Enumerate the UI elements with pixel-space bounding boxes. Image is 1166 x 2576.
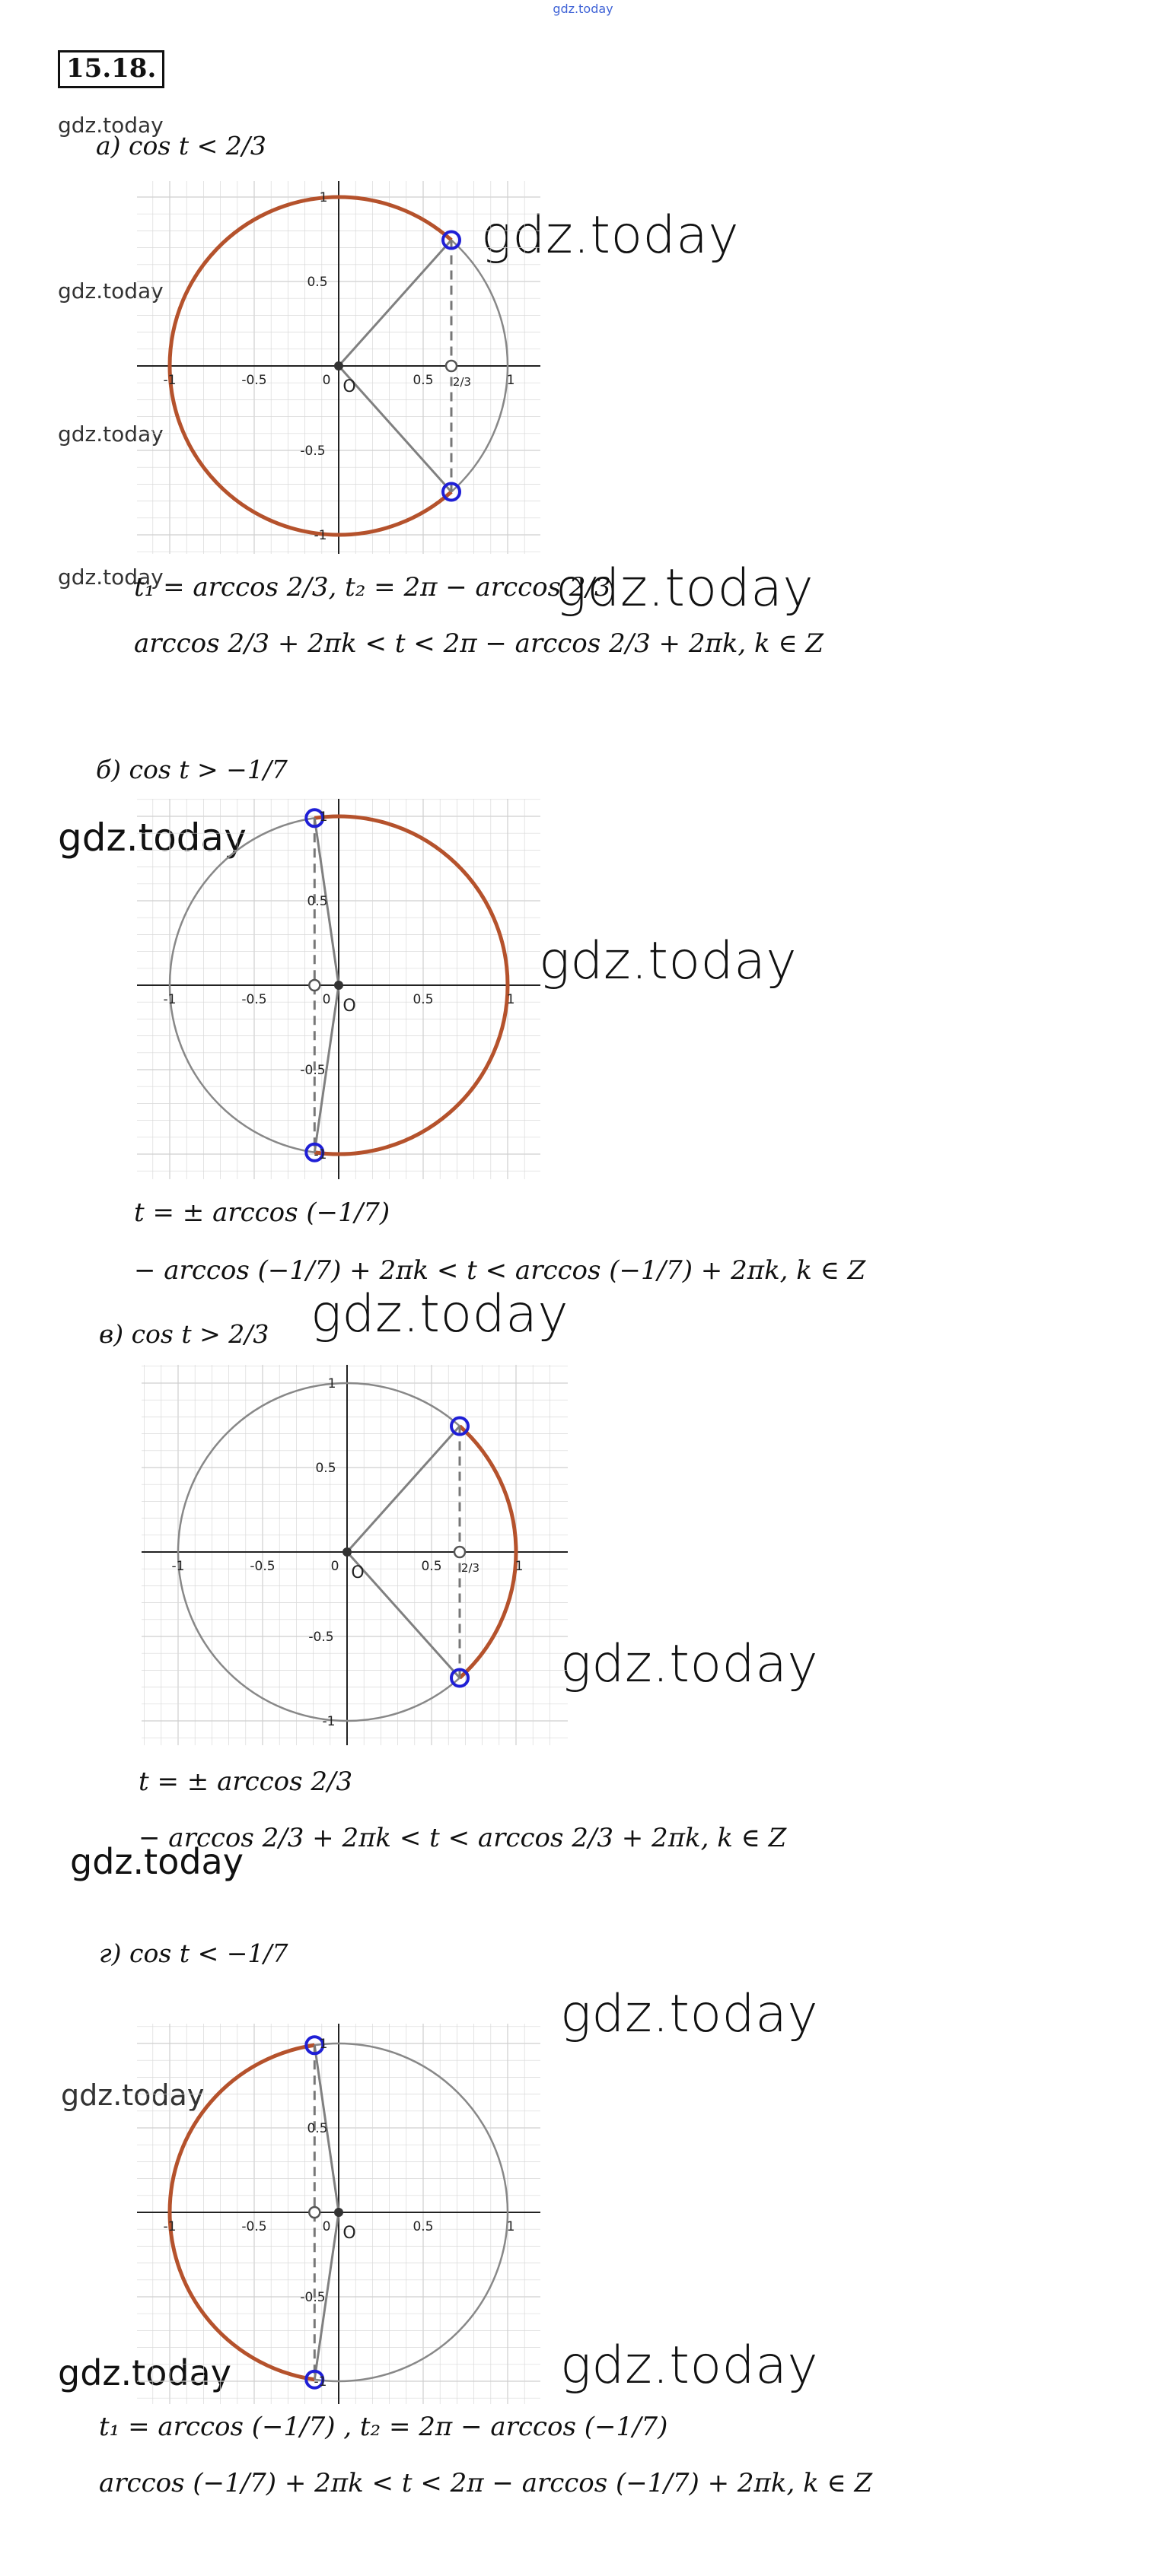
tick-label: -1 <box>163 992 177 1007</box>
projection-point <box>446 361 457 371</box>
fraction-label: 2/3 <box>460 1561 480 1575</box>
projection-point <box>309 980 320 991</box>
part-b-formula-1: t = ± arccos (−1/7) <box>134 1197 390 1228</box>
tick-label: -0.5 <box>300 444 326 459</box>
projection-point <box>454 1547 465 1557</box>
unit-circle-diagram-a <box>137 181 540 554</box>
fraction-label: 2/3 <box>452 375 472 389</box>
part-v-label: в) cos t > 2/3 <box>99 1319 269 1349</box>
tick-label: 0.5 <box>307 2121 328 2136</box>
tick-label: 0 <box>322 373 331 388</box>
tick-label: 0.5 <box>307 894 328 909</box>
origin-point <box>342 1547 352 1557</box>
watermark-large: gdz.today <box>539 931 798 991</box>
unit-circle-diagram-g <box>137 2024 540 2404</box>
tick-label: 1 <box>506 373 515 388</box>
tick-label: 0.5 <box>421 1559 442 1574</box>
part-v-formula-2: − arccos 2/3 + 2πk < t < arccos 2/3 + 2πk, k ∈ Z <box>139 1823 787 1853</box>
tick-label: -1 <box>314 1147 327 1162</box>
watermark-large: gdz.today <box>560 1984 819 2044</box>
watermark-large: gdz.today <box>311 1284 569 1344</box>
part-a-formula-1: t₁ = arccos 2/3, t₂ = 2π − arccos 2/3 <box>134 572 611 603</box>
part-g-formula-2: arccos (−1/7) + 2πk < t < 2π − arccos (−1/7) + 2πk, k ∈ Z <box>99 2468 873 2498</box>
tick-label: 0 <box>330 1559 339 1574</box>
origin-label: O <box>342 997 356 1016</box>
tick-label: -0.5 <box>300 2290 326 2305</box>
tick-label: -0.5 <box>241 373 267 388</box>
unit-circle-diagram-b <box>137 799 540 1179</box>
tick-label: 0.5 <box>413 992 434 1007</box>
tick-label: -0.5 <box>300 1063 326 1078</box>
origin-label: O <box>342 2224 356 2243</box>
origin-point <box>334 2208 343 2217</box>
origin-label: O <box>342 377 356 396</box>
origin-point <box>334 981 343 990</box>
tick-label: -1 <box>314 528 327 543</box>
tick-label: 1 <box>506 2219 515 2234</box>
tick-label: 1 <box>327 1376 336 1391</box>
tick-label: 1 <box>319 2037 328 2052</box>
tick-label: -1 <box>163 373 177 388</box>
part-g-label: г) cos t < −1/7 <box>99 1938 288 1968</box>
part-g-formula-1: t₁ = arccos (−1/7) , t₂ = 2π − arccos (−1/7) <box>99 2412 668 2442</box>
tick-label: 0.5 <box>413 2219 434 2234</box>
watermark-large: gdz.today <box>556 558 814 619</box>
tick-label: 1 <box>319 190 328 205</box>
origin-label: O <box>351 1563 365 1582</box>
task-number: 15.18. <box>58 50 164 88</box>
watermark: gdz.today <box>58 278 164 304</box>
projection-point <box>309 2207 320 2218</box>
tick-label: 0.5 <box>307 275 328 290</box>
watermark: gdz.today <box>58 564 164 590</box>
site-header[interactable]: gdz.today <box>553 2 613 16</box>
tick-label: 1 <box>515 1559 524 1574</box>
tick-label: -0.5 <box>308 1630 334 1645</box>
tick-label: 0.5 <box>413 373 434 388</box>
watermark-large: gdz.today <box>560 1634 819 1694</box>
tick-label: 0.5 <box>315 1461 336 1476</box>
tick-label: -0.5 <box>250 1559 276 1574</box>
tick-label: -1 <box>314 2374 327 2390</box>
tick-label: -1 <box>322 1714 336 1729</box>
tick-label: -1 <box>171 1559 185 1574</box>
part-a-formula-2: arccos 2/3 + 2πk < t < 2π − arccos 2/3 + 2πk, k ∈ Z <box>134 628 824 659</box>
watermark: gdz.today <box>61 2078 205 2112</box>
watermark-large: gdz.today <box>481 205 740 266</box>
unit-circle-diagram-v <box>142 1365 568 1745</box>
watermark: gdz.today <box>58 816 247 860</box>
tick-label: 0 <box>322 992 331 1007</box>
part-b-formula-2: − arccos (−1/7) + 2πk < t < arccos (−1/7) + 2πk, k ∈ Z <box>134 1255 866 1286</box>
part-b-label: б) cos t > −1/7 <box>96 755 288 784</box>
origin-point <box>334 361 343 370</box>
watermark: gdz.today <box>70 1841 244 1882</box>
watermark: gdz.today <box>58 421 164 447</box>
part-a-label: а) cos t < 2/3 <box>96 131 266 161</box>
tick-label: -0.5 <box>241 992 267 1007</box>
tick-label: 1 <box>319 809 328 825</box>
watermark: gdz.today <box>58 113 164 138</box>
tick-label: -1 <box>163 2219 177 2234</box>
part-v-formula-1: t = ± arccos 2/3 <box>139 1767 353 1797</box>
tick-label: 0 <box>322 2219 331 2234</box>
watermark: gdz.today <box>58 2352 231 2393</box>
tick-label: -0.5 <box>241 2219 267 2234</box>
watermark-large: gdz.today <box>560 2336 819 2396</box>
tick-label: 1 <box>506 992 515 1007</box>
